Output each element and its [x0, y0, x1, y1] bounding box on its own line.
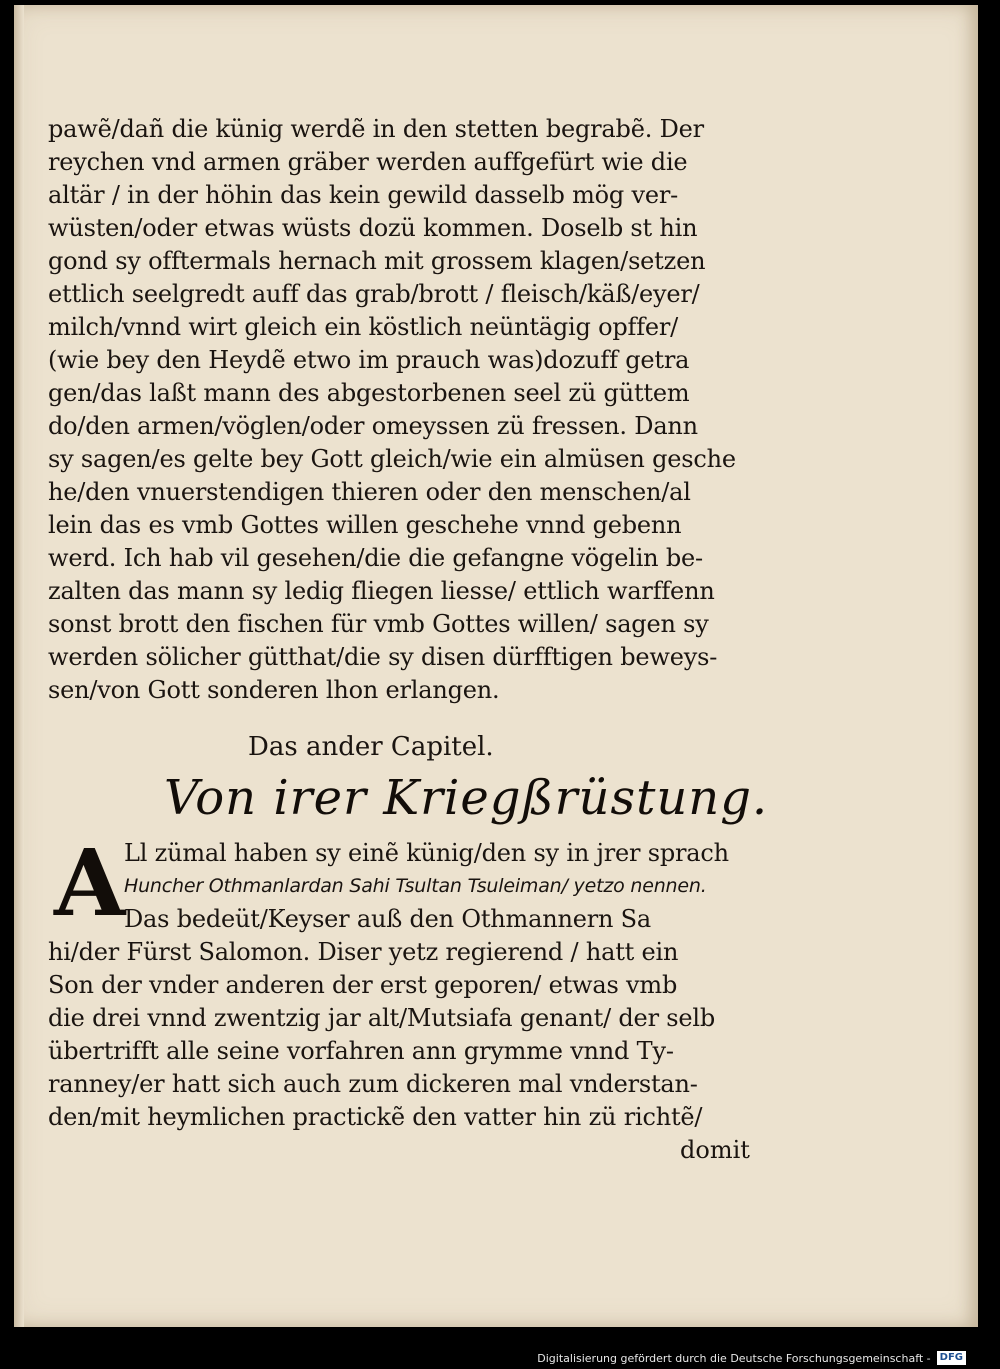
text-line: zalten das mann sy ledig fliegen liesse/ ettlich warffenn	[48, 577, 715, 605]
body-text-block-2	[48, 936, 788, 1134]
catchword: domit	[680, 1136, 750, 1164]
text-line: Huncher Othmanlardan Sahi Tsultan Tsuleiman/ yetzo nennen.	[124, 875, 707, 897]
indented-text-block	[124, 837, 764, 936]
text-line: werd. Ich hab vil gesehen/die die gefangne vögelin be-	[48, 544, 703, 572]
book-page	[14, 5, 978, 1327]
text-line: do/den armen/vöglen/oder omeyssen zü fressen. Dann	[48, 412, 698, 440]
page-fold-shadow	[14, 5, 24, 1327]
footer-text: Digitalisierung gefördert durch die Deutsche Forschungsgemeinschaft -	[537, 1351, 931, 1365]
text-line: (wie bey den Heydẽ etwo im prauch was)dozuff getra	[48, 346, 690, 374]
text-line: Son der vnder anderen der erst geporen/ etwas vmb	[48, 971, 678, 999]
text-line: sen/von Gott sonderen lhon erlangen.	[48, 676, 500, 704]
text-line: ettlich seelgredt auff das grab/brott / fleisch/käß/eyer/	[48, 280, 700, 308]
text-line: wüsten/oder etwas wüsts dozü kommen. Doselb st hin	[48, 214, 698, 242]
dfg-logo-icon: DFG	[937, 1351, 966, 1365]
text-line: reychen vnd armen gräber werden auffgefürt wie die	[48, 148, 688, 176]
text-line: lein das es vmb Gottes willen geschehe vnnd gebenn	[48, 511, 682, 539]
text-line: die drei vnnd zwentzig jar alt/Mutsiafa genant/ der selb	[48, 1004, 716, 1032]
text-line: gond sy offtermals hernach mit grossem klagen/setzen	[48, 247, 706, 275]
text-line: Ll zümal haben sy einẽ künig/den sy in jrer sprach	[124, 839, 729, 867]
text-line: Das bedeüt/Keyser auß den Othmannern Sa	[124, 905, 652, 933]
text-line: übertrifft alle seine vorfahren ann grymme vnnd Ty-	[48, 1037, 674, 1065]
chapter-heading: Das ander Capitel.	[248, 732, 494, 762]
text-line: den/mit heymlichen practickẽ den vatter hin zü richtẽ/	[48, 1103, 703, 1131]
text-line: werden sölicher gütthat/die sy disen dürfftigen beweys-	[48, 643, 718, 671]
drop-cap-initial: A	[54, 829, 126, 937]
body-text-block	[48, 113, 788, 707]
text-line: pawẽ/dañ die künig werdẽ in den stetten begrabẽ. Der	[48, 115, 704, 143]
text-line: sy sagen/es gelte bey Gott gleich/wie ein almüsen gesche	[48, 445, 736, 473]
text-line: hi/der Fürst Salomon. Diser yetz regierend / hatt ein	[48, 938, 679, 966]
text-line: he/den vnuerstendigen thieren oder den menschen/al	[48, 478, 691, 506]
chapter-title: Von irer Kriegßrüstung.	[164, 770, 769, 826]
footer-credit	[537, 1351, 966, 1365]
text-line: milch/vnnd wirt gleich ein köstlich neüntägig opffer/	[48, 313, 679, 341]
text-line: ranney/er hatt sich auch zum dickeren mal vnderstan-	[48, 1070, 698, 1098]
text-line: gen/das laßt mann des abgestorbenen seel zü güttem	[48, 379, 690, 407]
text-line: altär / in der höhin das kein gewild dasselb mög ver-	[48, 181, 679, 209]
text-line: sonst brott den fischen für vmb Gottes willen/ sagen sy	[48, 610, 709, 638]
